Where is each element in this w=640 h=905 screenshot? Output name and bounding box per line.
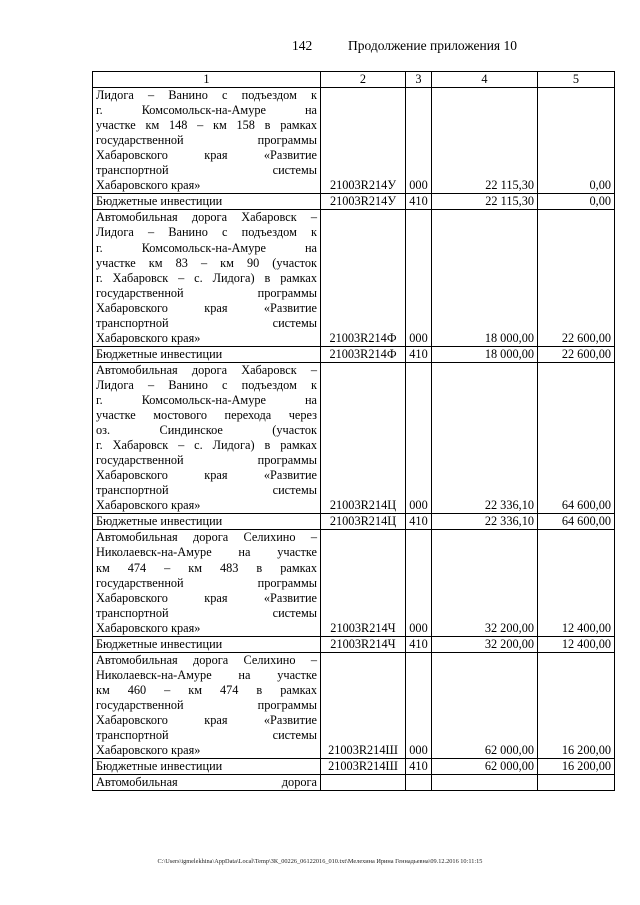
amount-year1-cell: 18 000,00: [432, 346, 538, 362]
item-name-line: транспортной системы: [96, 163, 317, 178]
file-path-footer: C:\Users\igmelekhina\AppData\Local\Temp\ЗК_00226_06122016_010.txt\Мелехина Ирина Геннадьевна\09.12.2016 10:11:15: [157, 858, 483, 865]
item-name-line: государственной программы: [96, 575, 317, 590]
amount-year1-cell: 62 000,00: [432, 759, 538, 775]
expense-type-cell: 000: [406, 652, 432, 758]
expense-type-cell: 000: [406, 210, 432, 346]
table-row: [93, 88, 615, 194]
item-name-line: Хабаровского края «Развитие: [96, 148, 317, 163]
amount-year2-cell: 22 600,00: [538, 346, 615, 362]
table-header-row: [93, 72, 615, 88]
item-name-line: транспортной системы: [96, 728, 317, 743]
table-row: [93, 652, 615, 758]
item-name-cell: [93, 194, 321, 210]
appendix-table: [92, 71, 615, 791]
item-name-line: Хабаровского края»: [96, 620, 201, 635]
item-name-line: км 460 – км 474 в рамках: [96, 682, 317, 697]
item-name-cell: [93, 775, 321, 791]
page-number: 142: [292, 38, 313, 53]
item-name-line: г. Хабаровск – с. Лидога) в рамках: [96, 438, 317, 453]
item-name-line: транспортной системы: [96, 315, 317, 330]
table-row: [93, 362, 615, 513]
item-name-line: государственной программы: [96, 697, 317, 712]
amount-year2-cell: 16 200,00: [538, 652, 615, 758]
amount-year2-cell: 0,00: [538, 88, 615, 194]
item-name-line: Лидога – Ванино с подъездом к: [96, 225, 317, 240]
item-name-line: оз. Синдинское (участок: [96, 423, 317, 438]
item-name-line: Бюджетные инвестиции: [96, 636, 223, 651]
item-name-line: Хабаровского края»: [96, 330, 201, 345]
budget-row: [93, 636, 615, 652]
item-name-line: Бюджетные инвестиции: [96, 514, 223, 529]
item-name-cell: [93, 636, 321, 652]
amount-year2-cell: 0,00: [538, 194, 615, 210]
item-name-cell: [93, 210, 321, 346]
item-name-line: г. Хабаровск – с. Лидога) в рамках: [96, 270, 317, 285]
expense-type-cell: 000: [406, 88, 432, 194]
item-name-line: государственной программы: [96, 133, 317, 148]
expense-type-cell: 410: [406, 636, 432, 652]
item-name-line: участке км 83 – км 90 (участок: [96, 255, 317, 270]
column-header-4: 4: [432, 72, 538, 88]
item-name-line: государственной программы: [96, 453, 317, 468]
table-body: [93, 88, 615, 791]
item-name-line: Автомобильная дорога Селихино –: [96, 530, 317, 545]
column-header-3: 3: [406, 72, 432, 88]
table-row: [93, 775, 615, 791]
expense-type-cell: 410: [406, 346, 432, 362]
expense-type-cell: 410: [406, 759, 432, 775]
target-code-cell: 21003R214Ш: [321, 759, 406, 775]
item-name-line: участке мостового перехода через: [96, 408, 317, 423]
amount-year1-cell: [432, 775, 538, 791]
target-code-cell: 21003R214Ц: [321, 362, 406, 513]
column-header-2: 2: [321, 72, 406, 88]
amount-year2-cell: 22 600,00: [538, 210, 615, 346]
item-name-line: Хабаровского края «Развитие: [96, 468, 317, 483]
amount-year1-cell: 22 336,10: [432, 362, 538, 513]
target-code-cell: 21003R214Ф: [321, 346, 406, 362]
amount-year2-cell: 64 600,00: [538, 514, 615, 530]
target-code-cell: 21003R214Ш: [321, 652, 406, 758]
item-name-cell: [93, 88, 321, 194]
target-code-cell: 21003R214Ч: [321, 636, 406, 652]
amount-year2-cell: 16 200,00: [538, 759, 615, 775]
item-name-line: Хабаровского края»: [96, 743, 201, 758]
item-name-line: Автомобильная дорога: [96, 775, 317, 790]
table-row: [93, 210, 615, 346]
target-code-cell: 21003R214У: [321, 194, 406, 210]
item-name-line: Бюджетные инвестиции: [96, 346, 223, 361]
amount-year2-cell: 12 400,00: [538, 530, 615, 636]
item-name-line: км 474 – км 483 в рамках: [96, 560, 317, 575]
item-name-cell: [93, 514, 321, 530]
item-name-line: Лидога – Ванино с подъездом к: [96, 88, 317, 103]
amount-year2-cell: 64 600,00: [538, 362, 615, 513]
amount-year2-cell: [538, 775, 615, 791]
item-name-line: транспортной системы: [96, 605, 317, 620]
item-name-line: Лидога – Ванино с подъездом к: [96, 377, 317, 392]
target-code-cell: 21003R214Ч: [321, 530, 406, 636]
column-header-1: 1: [93, 72, 321, 88]
item-name-cell: [93, 530, 321, 636]
budget-row: [93, 194, 615, 210]
item-name-cell: [93, 652, 321, 758]
item-name-line: Автомобильная дорога Хабаровск –: [96, 362, 317, 377]
budget-row: [93, 346, 615, 362]
target-code-cell: 21003R214У: [321, 88, 406, 194]
item-name-line: Бюджетные инвестиции: [96, 194, 223, 209]
expense-type-cell: 000: [406, 530, 432, 636]
budget-row: [93, 514, 615, 530]
expense-type-cell: [406, 775, 432, 791]
target-code-cell: [321, 775, 406, 791]
amount-year1-cell: 62 000,00: [432, 652, 538, 758]
item-name-line: Николаевск-на-Амуре на участке: [96, 545, 317, 560]
item-name-line: Хабаровского края»: [96, 178, 201, 193]
expense-type-cell: 410: [406, 514, 432, 530]
item-name-cell: [93, 759, 321, 775]
expense-type-cell: 000: [406, 362, 432, 513]
item-name-line: Автомобильная дорога Хабаровск –: [96, 210, 317, 225]
amount-year1-cell: 22 115,30: [432, 88, 538, 194]
item-name-line: государственной программы: [96, 285, 317, 300]
continuation-title: Продолжение приложения 10: [348, 38, 518, 53]
target-code-cell: 21003R214Ф: [321, 210, 406, 346]
column-header-5: 5: [538, 72, 615, 88]
item-name-line: Автомобильная дорога Селихино –: [96, 652, 317, 667]
item-name-line: Хабаровского края «Развитие: [96, 300, 317, 315]
item-name-line: Хабаровского края «Развитие: [96, 590, 317, 605]
item-name-line: г. Комсомольск-на-Амуре на: [96, 103, 317, 118]
item-name-cell: [93, 362, 321, 513]
budget-row: [93, 759, 615, 775]
amount-year1-cell: 22 336,10: [432, 514, 538, 530]
item-name-line: г. Комсомольск-на-Амуре на: [96, 240, 317, 255]
item-name-line: Хабаровского края «Развитие: [96, 712, 317, 727]
item-name-line: Бюджетные инвестиции: [96, 759, 223, 774]
item-name-line: Хабаровского края»: [96, 498, 201, 513]
amount-year1-cell: 22 115,30: [432, 194, 538, 210]
item-name-cell: [93, 346, 321, 362]
amount-year1-cell: 18 000,00: [432, 210, 538, 346]
amount-year2-cell: 12 400,00: [538, 636, 615, 652]
item-name-line: транспортной системы: [96, 483, 317, 498]
item-name-line: Николаевск-на-Амуре на участке: [96, 667, 317, 682]
amount-year1-cell: 32 200,00: [432, 530, 538, 636]
item-name-line: г. Комсомольск-на-Амуре на: [96, 392, 317, 407]
amount-year1-cell: 32 200,00: [432, 636, 538, 652]
item-name-line: участке км 148 – км 158 в рамках: [96, 118, 317, 133]
target-code-cell: 21003R214Ц: [321, 514, 406, 530]
expense-type-cell: 410: [406, 194, 432, 210]
table-row: [93, 530, 615, 636]
